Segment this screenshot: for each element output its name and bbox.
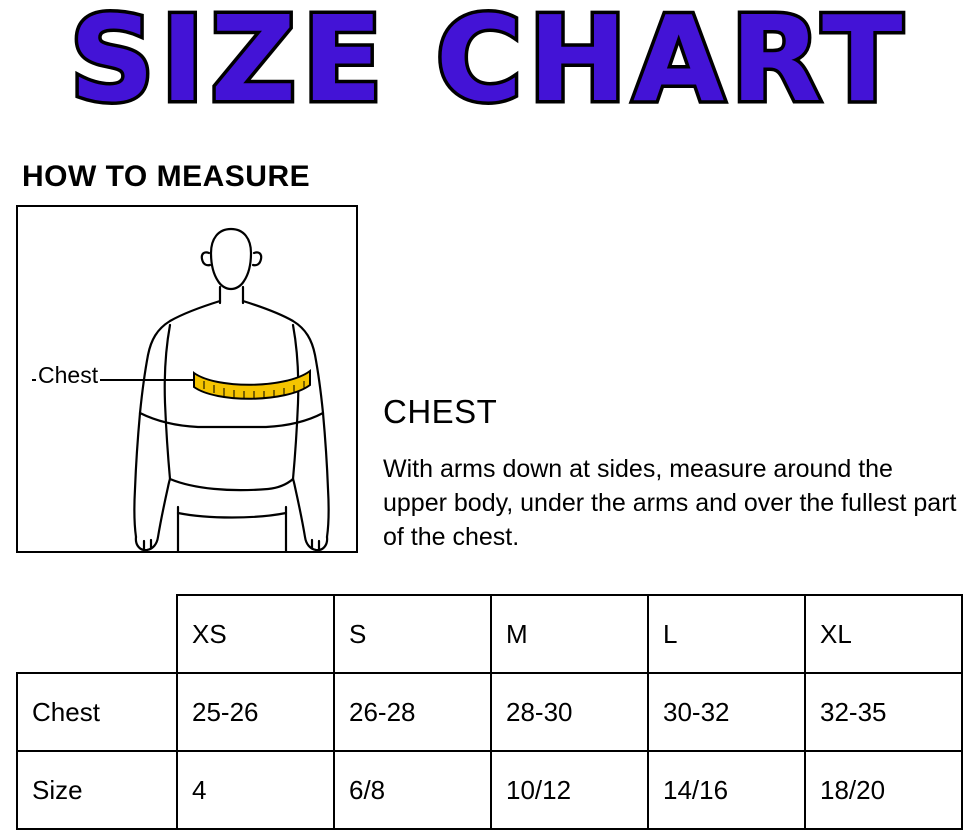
description-body: With arms down at sides, measure around the upper body, under the arms and over the fullest part of the chest. <box>383 455 957 551</box>
measurement-illustration <box>16 205 358 553</box>
cell-size-s: 6/8 <box>334 751 491 829</box>
table-corner-cell <box>17 595 177 673</box>
table-header-row <box>17 595 962 673</box>
column-header-xs: XS <box>177 595 334 673</box>
cell-chest-l: 30-32 <box>648 673 805 751</box>
cell-chest-xs: 25-26 <box>177 673 334 751</box>
column-header-xl: XL <box>805 595 962 673</box>
table-row <box>17 751 962 829</box>
cell-size-xs: 4 <box>177 751 334 829</box>
how-to-measure-heading: HOW TO MEASURE <box>22 160 311 193</box>
row-label-size: Size <box>17 751 177 829</box>
cell-chest-xl: 32-35 <box>805 673 962 751</box>
column-header-m: M <box>491 595 648 673</box>
table-row <box>17 673 962 751</box>
column-header-l: L <box>648 595 805 673</box>
column-header-s: S <box>334 595 491 673</box>
chest-measure-label: Chest <box>38 362 99 388</box>
row-label-chest: Chest <box>17 673 177 751</box>
cell-size-m: 10/12 <box>491 751 648 829</box>
tape-measure-icon <box>194 371 310 399</box>
cell-chest-m: 28-30 <box>491 673 648 751</box>
cell-size-l: 14/16 <box>648 751 805 829</box>
page-title: SIZE CHART <box>69 0 909 128</box>
cell-size-xl: 18/20 <box>805 751 962 829</box>
size-table <box>16 594 963 830</box>
description-heading: CHEST <box>383 393 498 430</box>
cell-chest-s: 26-28 <box>334 673 491 751</box>
